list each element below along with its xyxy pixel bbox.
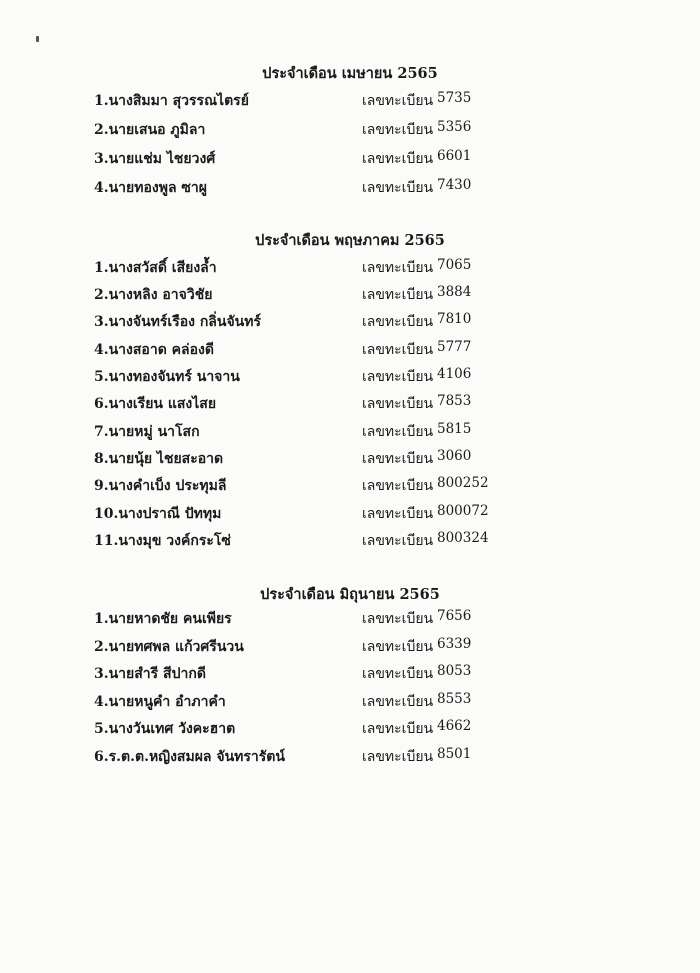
list-item [0, 284, 700, 308]
list-item [0, 608, 700, 632]
member-name: 4.นางสอาด คล่องดี [94, 342, 214, 358]
member-name: 3.นายสำรี สีปากดี [94, 666, 206, 682]
registration-number: 5815 [437, 421, 472, 437]
registration-label: เลขทะเบียน [362, 260, 434, 276]
registration-label: เลขทะเบียน [362, 180, 434, 196]
member-name: 3.นางจันทร์เรือง กลิ่นจันทร์ [94, 314, 261, 330]
member-name: 7.นายหมู่ นาโสก [94, 424, 200, 440]
registration-number: 7065 [437, 257, 472, 273]
registration-label: เลขทะเบียน [362, 287, 434, 303]
registration-number: 800072 [437, 503, 489, 519]
registration-number: 7430 [437, 177, 472, 193]
registration-number: 800252 [437, 475, 489, 491]
list-item [0, 90, 700, 114]
member-name: 1.นางสวัสดิ์ เสียงล้ำ [94, 260, 217, 276]
registration-label: เลขทะเบียน [362, 122, 434, 138]
member-name: 10.นางปราณี ปัททุม [94, 506, 222, 522]
list-item [0, 393, 700, 417]
registration-label: เลขทะเบียน [362, 611, 434, 627]
member-name: 1.นายหาดชัย คนเพียร [94, 611, 232, 627]
scan-speck [36, 36, 39, 42]
registration-number: 8553 [437, 691, 472, 707]
registration-label: เลขทะเบียน [362, 639, 434, 655]
member-name: 6.นางเรียน แสงไสย [94, 396, 217, 412]
list-item [0, 746, 700, 770]
registration-number: 5777 [437, 339, 472, 355]
list-item [0, 339, 700, 363]
member-name: 2.นายเสนอ ภูมิลา [94, 122, 206, 138]
registration-number: 3060 [437, 448, 472, 464]
list-item [0, 691, 700, 715]
list-item [0, 448, 700, 472]
member-name: 3.นายแช่ม ไชยวงศ์ [94, 151, 216, 167]
list-item [0, 177, 700, 201]
list-item [0, 663, 700, 687]
registration-label: เลขทะเบียน [362, 533, 434, 549]
registration-number: 3884 [437, 284, 472, 300]
list-item [0, 366, 700, 390]
list-item [0, 503, 700, 527]
registration-label: เลขทะเบียน [362, 451, 434, 467]
list-item [0, 148, 700, 172]
list-item [0, 119, 700, 143]
registration-label: เลขทะเบียน [362, 478, 434, 494]
registration-number: 4106 [437, 366, 472, 382]
registration-number: 8501 [437, 746, 472, 762]
member-name: 8.นายนุ้ย ไชยสะอาด [94, 451, 224, 467]
registration-number: 6339 [437, 636, 472, 652]
member-name: 6.ร.ต.ต.หญิงสมผล จันทรารัตน์ [94, 749, 285, 765]
list-item [0, 475, 700, 499]
member-name: 2.นางหลิง อาจวิชัย [94, 287, 213, 303]
registration-label: เลขทะเบียน [362, 721, 434, 737]
section-title: ประจำเดือน มิถุนายน 2565 [260, 586, 440, 603]
member-name: 2.นายทศพล แก้วศรีนวน [94, 639, 244, 655]
list-item [0, 530, 700, 554]
registration-number: 5356 [437, 119, 472, 135]
registration-label: เลขทะเบียน [362, 694, 434, 710]
registration-number: 7853 [437, 393, 472, 409]
registration-number: 6601 [437, 148, 472, 164]
member-name: 5.นางทองจันทร์ นาจาน [94, 369, 240, 385]
member-name: 9.นางคำเบ็ง ประทุมลี [94, 478, 227, 494]
list-item [0, 257, 700, 281]
registration-number: 800324 [437, 530, 489, 546]
section-title: ประจำเดือน เมษายน 2565 [262, 65, 438, 82]
member-name: 4.นายหนูคำ อำภาคำ [94, 694, 226, 710]
registration-label: เลขทะเบียน [362, 369, 434, 385]
registration-number: 7656 [437, 608, 472, 624]
registration-label: เลขทะเบียน [362, 666, 434, 682]
registration-label: เลขทะเบียน [362, 151, 434, 167]
registration-label: เลขทะเบียน [362, 424, 434, 440]
member-name: 5.นางวันเทศ วังคะฮาต [94, 721, 236, 737]
registration-label: เลขทะเบียน [362, 342, 434, 358]
registration-label: เลขทะเบียน [362, 93, 434, 109]
list-item [0, 311, 700, 335]
list-item [0, 718, 700, 742]
list-item [0, 421, 700, 445]
registration-number: 8053 [437, 663, 472, 679]
registration-label: เลขทะเบียน [362, 314, 434, 330]
member-name: 1.นางสิมมา สุวรรณไตรย์ [94, 93, 249, 109]
member-name: 4.นายทองพูล ซาผู [94, 180, 207, 196]
registration-label: เลขทะเบียน [362, 749, 434, 765]
registration-label: เลขทะเบียน [362, 396, 434, 412]
registration-number: 5735 [437, 90, 472, 106]
registration-label: เลขทะเบียน [362, 506, 434, 522]
registration-number: 4662 [437, 718, 472, 734]
list-item [0, 636, 700, 660]
member-name: 11.นางมุข วงค์กระโซ่ [94, 533, 231, 549]
section-title: ประจำเดือน พฤษภาคม 2565 [255, 232, 445, 249]
registration-number: 7810 [437, 311, 472, 327]
